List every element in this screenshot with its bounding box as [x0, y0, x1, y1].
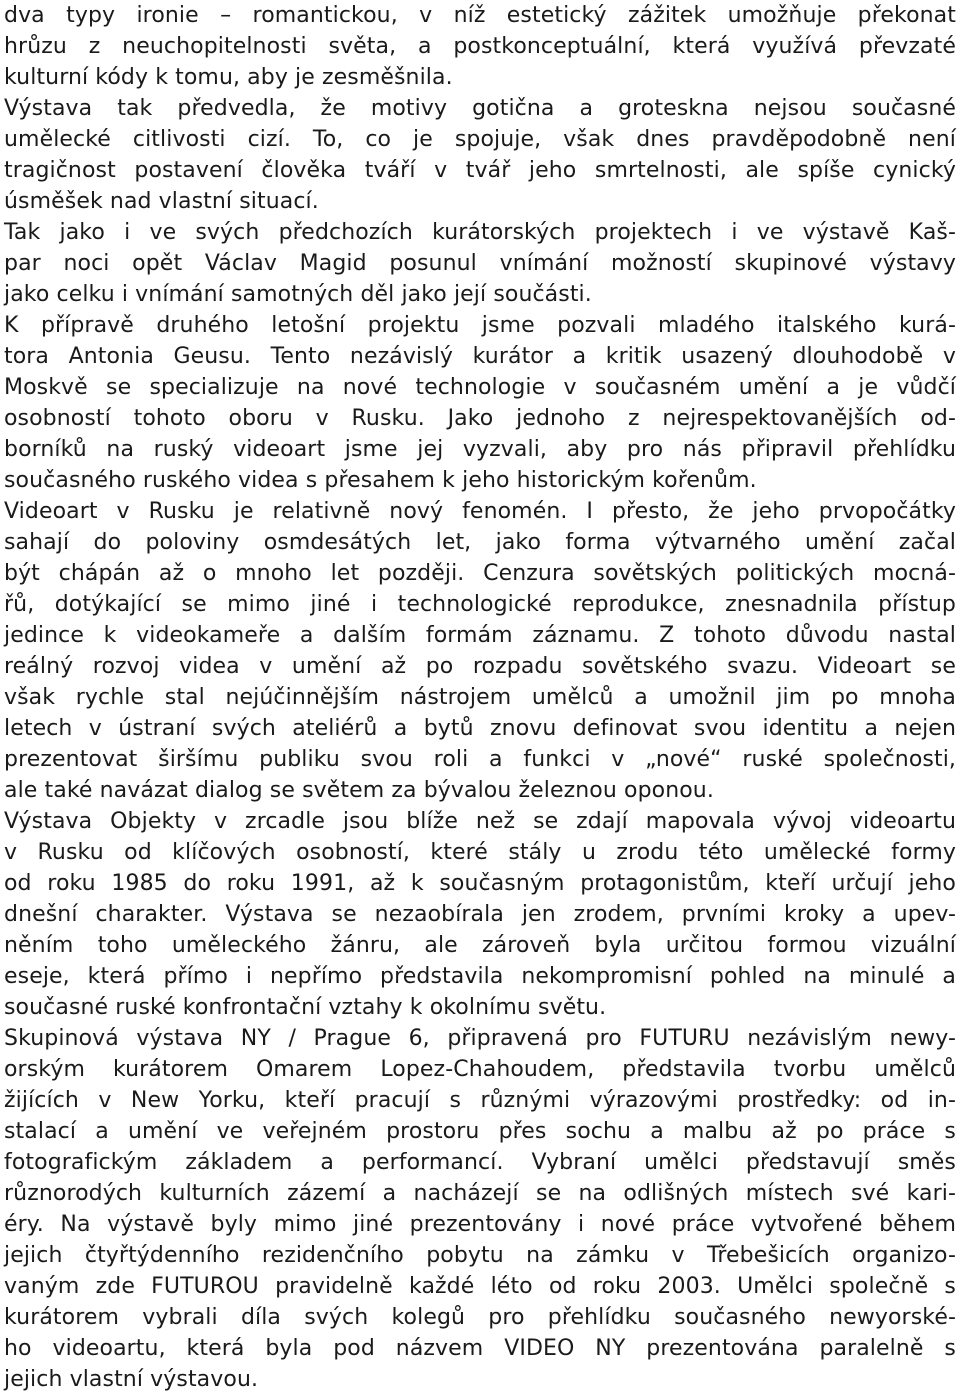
text-line: éry. Na výstavě byly mimo jiné prezentovány i nové práce vytvořené během	[4, 1212, 956, 1237]
text-line: však rychle stal nejúčinnějším nástrojem umělců a umožnil jim po mnoha	[4, 685, 956, 710]
text-line: v Rusku od klíčových osobností, které stály u zrodu této umělecké formy	[4, 840, 956, 865]
text-line: Skupinová výstava NY / Prague 6, připravená pro FUTURU nezávislým newy-	[4, 1026, 956, 1051]
text-line: sahají do poloviny osmdesátých let, jako forma výtvarného umění začal	[4, 530, 956, 555]
text-line: kurátorem vybrali díla svých kolegů pro přehlídku současného newyorské-	[4, 1305, 956, 1330]
text-line: jejich vlastní výstavou.	[4, 1367, 259, 1392]
text-line: eseje, která přímo i nepřímo představila nekompromisní pohled na minulé a	[4, 964, 956, 989]
text-line: být chápán až o mnoho let později. Cenzura sovětských politických mocná-	[4, 561, 956, 586]
text-line: současného ruského videa s přesahem k jeho historickým kořenům.	[4, 468, 757, 493]
text-line: osobností tohoto oboru v Rusku. Jako jednoho z nejrespektovanějších od-	[4, 406, 956, 431]
text-line: jedince k videokameře a dalším formám záznamu. Z tohoto důvodu nastal	[4, 623, 956, 648]
text-line: hrůzu z neuchopitelnosti světa, a postkonceptuální, která využívá převzaté	[4, 34, 956, 59]
text-line: kulturní kódy k tomu, aby je zesměšnila.	[4, 65, 453, 90]
text-line: něním toho uměleckého žánru, ale zároveň byla určitou formou vizuální	[4, 933, 956, 958]
text-line: fotografickým základem a performancí. Vybraní umělci představují směs	[4, 1150, 956, 1175]
text-line: od roku 1985 do roku 1991, až k současným protagonistům, kteří určují jeho	[4, 871, 956, 896]
text-line: jako celku i vnímání samotných děl jako její součásti.	[4, 282, 592, 307]
text-line: Tak jako i ve svých předchozích kurátorských projektech i ve výstavě Kaš-	[4, 220, 956, 245]
text-line: Videoart v Rusku je relativně nový fenomén. I přesto, že jeho prvopočátky	[4, 499, 956, 524]
text-line: letech v ústraní svých ateliérů a bytů znovu definovat svou identitu a nejen	[4, 716, 956, 741]
text-line: reálný rozvoj videa v umění až po rozpadu sovětského svazu. Videoart se	[4, 654, 956, 679]
text-line: dnešní charakter. Výstava se nezaobírala jen zrodem, prvními kroky a upev-	[4, 902, 956, 927]
text-line: řů, dotýkající se mimo jiné i technologické reprodukce, znesnadnila přístup	[4, 592, 956, 617]
text-line: stalací a umění ve veřejném prostoru přes sochu a malbu až po práce s	[4, 1119, 956, 1144]
text-line: ho videoartu, která byla pod názvem VIDEO NY prezentována paralelně s	[4, 1336, 956, 1361]
text-line: Výstava Objekty v zrcadle jsou blíže než se zdají mapovala vývoj videoartu	[4, 809, 956, 834]
text-line: dva typy ironie – romantickou, v níž estetický zážitek umožňuje překonat	[4, 3, 956, 28]
text-line: borníků na ruský videoart jsme jej vyzvali, aby pro nás připravil přehlídku	[4, 437, 956, 462]
text-line: umělecké citlivosti cizí. To, co je spojuje, však dnes pravděpodobně není	[4, 127, 956, 152]
text-line: par noci opět Václav Magid posunul vnímání možností skupinové výstavy	[4, 251, 956, 276]
text-line: tragičnost postavení člověka tváří v tvář jeho smrtelnosti, ale spíše cynický	[4, 158, 956, 183]
text-line: Moskvě se specializuje na nové technologie v současném umění a je vůdčí	[4, 375, 956, 400]
text-line: žijících v New Yorku, kteří pracují s různými výrazovými prostředky: od in-	[4, 1088, 956, 1113]
text-line: orským kurátorem Omarem Lopez-Chahoudem, představila tvorbu umělců	[4, 1057, 956, 1082]
text-line: jejich čtyřtýdenního rezidenčního pobytu na zámku v Třebešicích organizo-	[4, 1243, 956, 1268]
text-line: různorodých kulturních zázemí a nacházejí se na odlišných místech své kari-	[4, 1181, 956, 1206]
text-line: vaným zde FUTUROU pravidelně každé léto od roku 2003. Umělci společně s	[4, 1274, 956, 1299]
text-line: současné ruské konfrontační vztahy k okolnímu světu.	[4, 995, 607, 1020]
text-line: tora Antonia Geusu. Tento nezávislý kurátor a kritik usazený dlouhodobě v	[4, 344, 956, 369]
text-line: prezentovat širšímu publiku svou roli a funkci v „nové“ ruské společnosti,	[4, 747, 956, 772]
text-line: ale také navázat dialog se světem za bývalou železnou oponou.	[4, 778, 714, 803]
text-line: K přípravě druhého letošní projektu jsme pozvali mladého italského kurá-	[4, 313, 956, 338]
text-line: Výstava tak předvedla, že motivy gotična a groteskna nejsou současné	[4, 96, 956, 121]
text-line: úsměšek nad vlastní situací.	[4, 189, 319, 214]
